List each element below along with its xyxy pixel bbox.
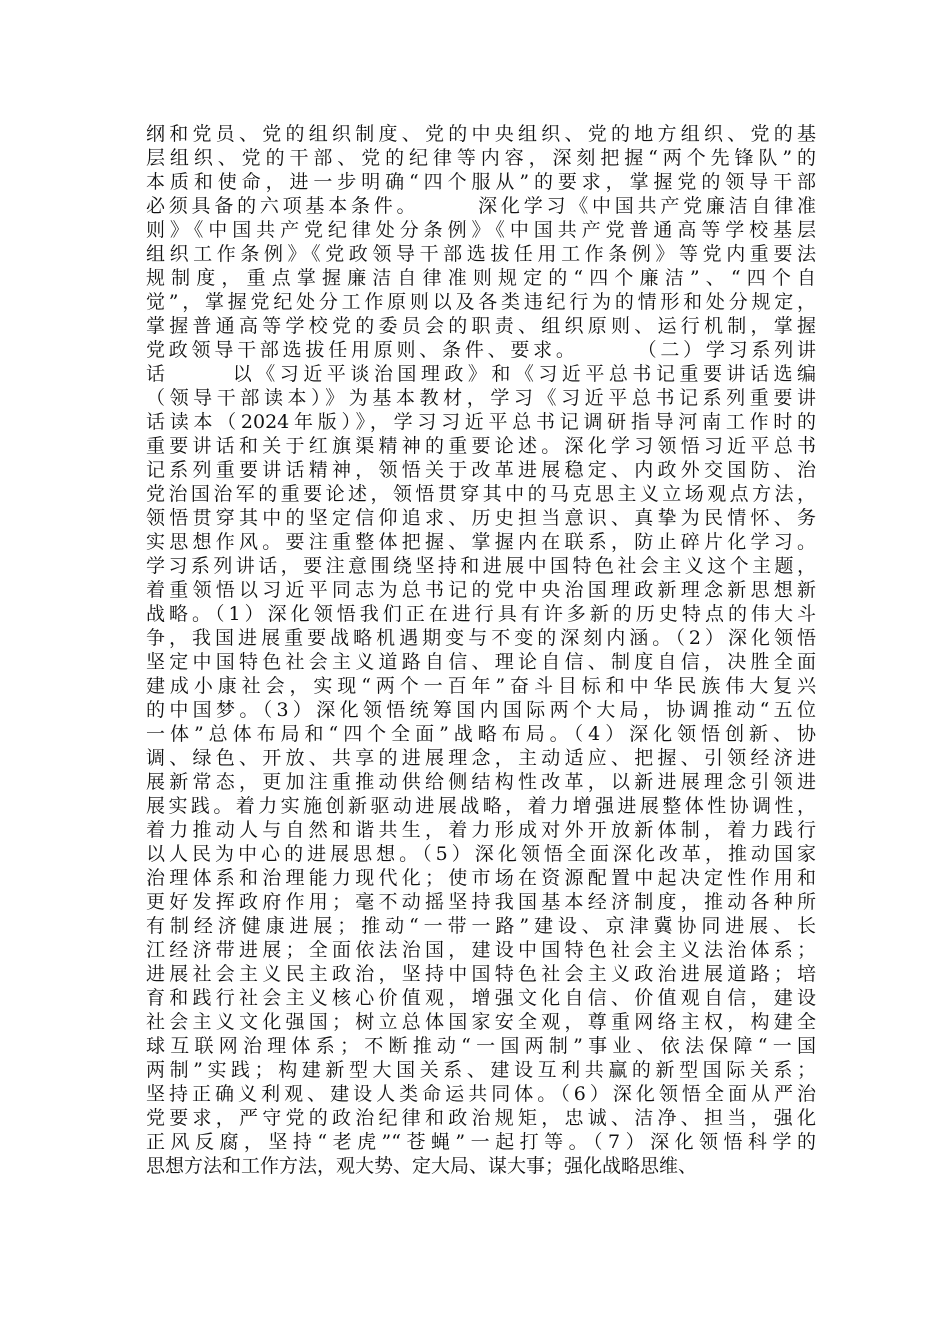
text-line: 调、绿色、开放、共享的进展理念，主动适应、把握、引领经济进 (146, 747, 816, 769)
text-line: 规制度，重点掌握廉洁自律准则规定的“四个廉洁”、“四个自 (146, 267, 816, 289)
text-line: 建成小康社会，实现“两个一百年”奋斗目标和中华民族伟大复兴 (146, 675, 816, 697)
text-line: 江经济带进展；全面依法治国，建设中国特色社会主义法治体系； (146, 939, 816, 961)
text-line: 则》《中国共产党纪律处分条例》《中国共产党普通高等学校基层 (146, 219, 816, 241)
text-line: 着重领悟以习近平同志为总书记的党中央治国理政新理念新思想新 (146, 579, 816, 601)
text-line: 正风反腐，坚持“老虎”“苍蝇”一起打等。（7）深化领悟科学的 (146, 1131, 816, 1153)
text-line: 争，我国进展重要战略机遇期变与不变的深刻内涵。（2）深化领悟 (146, 627, 816, 649)
text-line: 话读本（2024年版）》，学习习近平总书记调研指导河南工作时的 (146, 411, 816, 433)
text-line: 思想方法和工作方法，观大势、定大局、谋大事；强化战略思维、 (146, 1155, 698, 1177)
text-line: 战略。（1）深化领悟我们正在进行具有许多新的历史特点的伟大斗 (146, 603, 816, 625)
text-line: 觉”，掌握党纪处分工作原则以及各类违纪行为的情形和处分规定， (146, 291, 816, 313)
text-line: 社会主义文化强国；树立总体国家安全观，尊重网络主权，构建全 (146, 1011, 816, 1033)
text-line: 组织工作条例》《党政领导干部选拔任用工作条例》等党内重要法 (146, 243, 816, 265)
text-line: 以人民为中心的进展思想。（5）深化领悟全面深化改革，推动国家 (146, 843, 816, 865)
text-line: 治理体系和治理能力现代化；使市场在资源配置中起决定性作用和 (146, 867, 816, 889)
text-line: 党要求，严守党的政治纪律和政治规矩，忠诚、洁净、担当，强化 (146, 1107, 816, 1129)
text-line: 记系列重要讲话精神，领悟关于改革进展稳定、内政外交国防、治 (146, 459, 816, 481)
text-line: 球互联网治理体系；不断推动“一国两制”事业、依法保障“一国 (146, 1035, 816, 1057)
text-line: 重要讲话和关于红旗渠精神的重要论述。深化学习领悟习近平总书 (146, 435, 816, 457)
text-line: 本质和使命，进一步明确“四个服从”的要求，掌握党的领导干部 (146, 171, 816, 193)
text-line: 坚持正确义利观、建设人类命运共同体。（6）深化领悟全面从严治 (146, 1083, 816, 1105)
text-line: 层组织、党的干部、党的纪律等内容，深刻把握“两个先锋队”的 (146, 147, 816, 169)
text-line: 有制经济健康进展；推动“一带一路”建设、京津冀协同进展、长 (146, 915, 816, 937)
text-line: 一体”总体布局和“四个全面”战略布局。（4）深化领悟创新、协 (146, 723, 816, 745)
text-line: 领悟贯穿其中的坚定信仰追求、历史担当意识、真挚为民情怀、务 (146, 507, 816, 529)
text-line: 必须具备的六项基本条件。 深化学习《中国共产党廉洁自律准 (146, 195, 816, 217)
text-line: 展新常态，更加注重推动供给侧结构性改革，以新进展理念引领进 (146, 771, 816, 793)
text-line: 实思想作风。要注重整体把握、掌握内在联系，防止碎片化学习。 (146, 531, 816, 553)
text-line: 学习系列讲话，要注意围绕坚持和进展中国特色社会主义这个主题， (146, 555, 816, 577)
text-line: 话 以《习近平谈治国理政》和《习近平总书记重要讲话选编 (146, 363, 816, 385)
text-line: 党治国治军的重要论述，领悟贯穿其中的马克思主义立场观点方法， (146, 483, 816, 505)
text-line: 掌握普通高等学校党的委员会的职责、组织原则、运行机制，掌握 (146, 315, 816, 337)
text-line: 坚定中国特色社会主义道路自信、理论自信、制度自信，决胜全面 (146, 651, 816, 673)
text-line: 展实践。着力实施创新驱动进展战略，着力增强进展整体性协调性， (146, 795, 816, 817)
text-line: 进展社会主义民主政治，坚持中国特色社会主义政治进展道路；培 (146, 963, 816, 985)
text-line: 的中国梦。（3）深化领悟统筹国内国际两个大局，协调推动“五位 (146, 699, 816, 721)
text-line: 两制”实践；构建新型大国关系、建设互利共赢的新型国际关系； (146, 1059, 816, 1081)
text-line: 着力推动人与自然和谐共生，着力形成对外开放新体制，着力践行 (146, 819, 816, 841)
text-line: 更好发挥政府作用；毫不动摇坚持我国基本经济制度，推动各种所 (146, 891, 816, 913)
text-line: 育和践行社会主义核心价值观，增强文化自信、价值观自信，建设 (146, 987, 816, 1009)
text-line: （领导干部读本）》为基本教材，学习《习近平总书记系列重要讲 (146, 387, 816, 409)
body-text (146, 122, 816, 1178)
text-line: 纲和党员、党的组织制度、党的中央组织、党的地方组织、党的基 (146, 123, 816, 145)
text-line: 党政领导干部选拔任用原则、条件、要求。 （二）学习系列讲 (146, 339, 816, 361)
